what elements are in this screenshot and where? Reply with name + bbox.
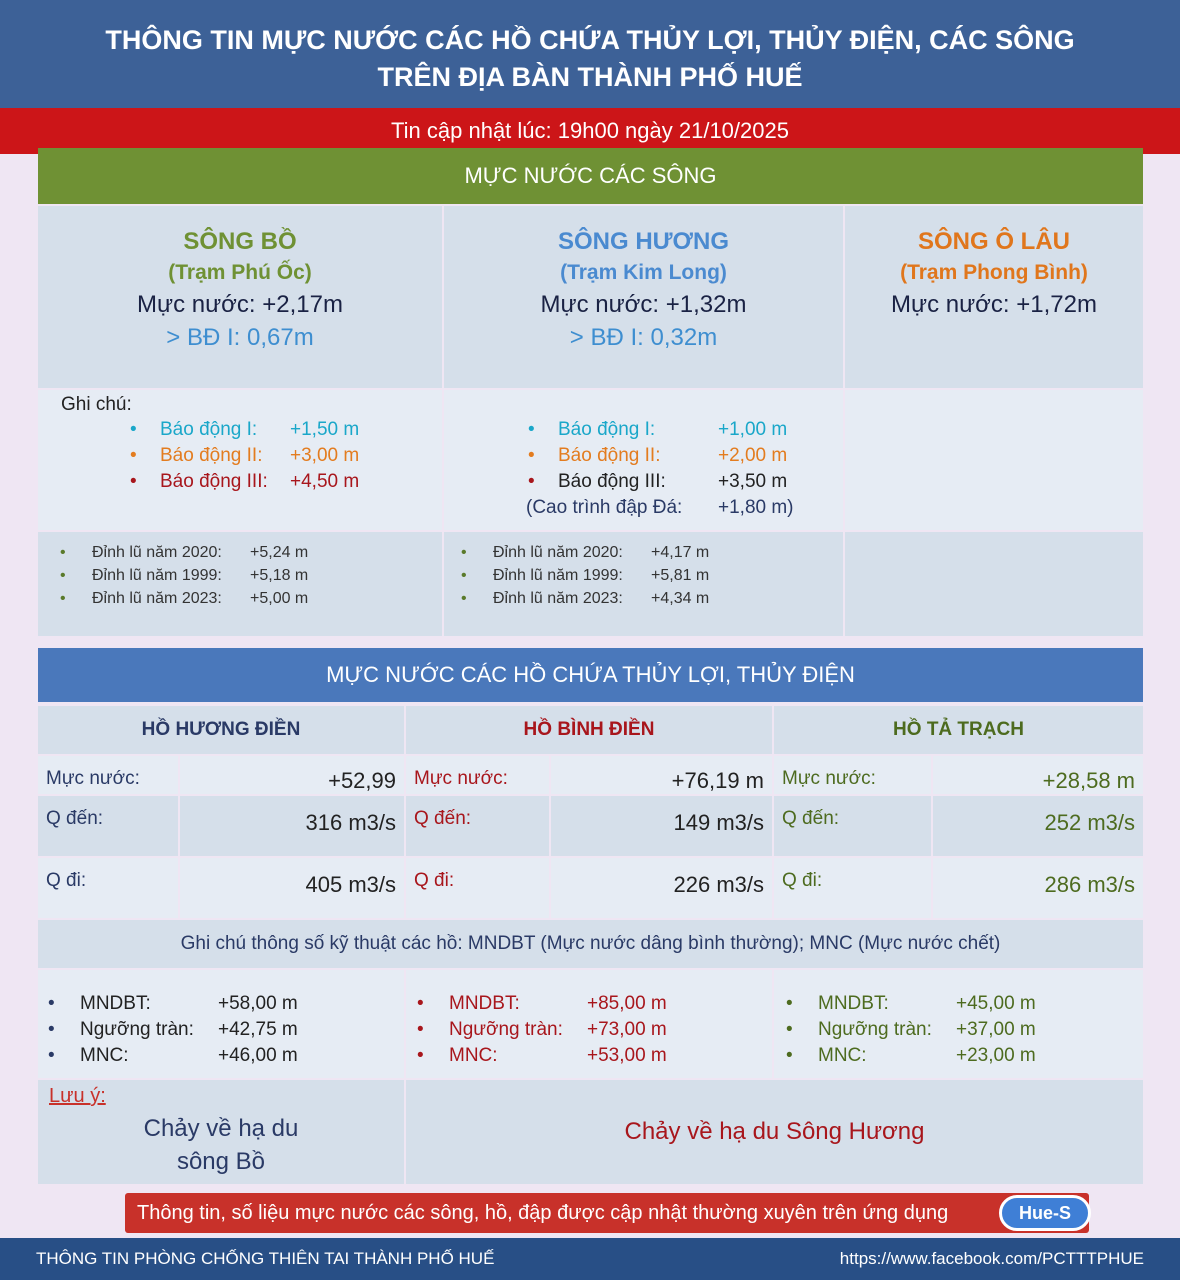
label-level: Mực nước: bbox=[774, 756, 931, 794]
value-level-binh-dien: +76,19 m bbox=[551, 756, 772, 794]
river-station: (Trạm Kim Long) bbox=[560, 261, 727, 284]
river-level: Mực nước: +1,32m bbox=[540, 291, 747, 318]
label-outflow: Q đi: bbox=[774, 858, 931, 918]
alarm-level-3: • Báo động III: +3,50 m bbox=[528, 471, 788, 492]
alarm-level-2: • Báo động II: +2,00 m bbox=[528, 445, 788, 466]
lake-name-huong-dien: HỒ HƯƠNG ĐIỀN bbox=[38, 706, 404, 754]
lakes-section-title: MỰC NƯỚC CÁC HỒ CHỨA THỦY LỢI, THỦY ĐIỆN bbox=[38, 648, 1143, 702]
facebook-link[interactable]: https://www.facebook.com/PCTTTPHUE bbox=[839, 1249, 1144, 1268]
title-line-1: THÔNG TIN MỰC NƯỚC CÁC HỒ CHỨA THỦY LỢI, THỦY ĐIỆN, CÁC SÔNG bbox=[105, 25, 1075, 55]
note-label: Ghi chú: bbox=[61, 394, 132, 415]
spec-item: • Ngưỡng tràn: +37,00 m bbox=[786, 1019, 1036, 1040]
river-name: SÔNG Ô LÂU bbox=[917, 228, 1070, 255]
value-level-ta-trach: +28,58 m bbox=[933, 756, 1143, 794]
spec-item: • Ngưỡng tràn: +42,75 m bbox=[48, 1019, 298, 1040]
river-station: (Trạm Phú Ốc) bbox=[168, 261, 312, 284]
value-outflow-ta-trach: 286 m3/s bbox=[933, 858, 1143, 918]
river-alarm-diff: > BĐ I: 0,32m bbox=[569, 324, 718, 351]
alarm-notes-song-huong bbox=[444, 390, 843, 530]
flood-peak-item: • Đỉnh lũ năm 2023: +4,34 m bbox=[461, 590, 710, 607]
alarm-level-1: • Báo động I: +1,50 m bbox=[130, 419, 360, 440]
specs-huong-dien bbox=[38, 970, 404, 1078]
label-level: Mực nước: bbox=[406, 756, 549, 794]
flood-peaks-song-huong bbox=[444, 532, 843, 636]
app-info-text: Thông tin, số liệu mực nước các sông, hồ, đập được cập nhật thường xuyên trên ứng dụng bbox=[137, 1202, 949, 1224]
rivers-section-title: MỰC NƯỚC CÁC SÔNG bbox=[38, 148, 1143, 204]
river-alarm-diff: > BĐ I: 0,67m bbox=[166, 324, 314, 351]
hue-s-app-badge[interactable]: Hue-S bbox=[999, 1195, 1091, 1231]
river-card-song-o-lau bbox=[845, 206, 1143, 388]
spec-item: • MNDBT: +58,00 m bbox=[48, 993, 298, 1014]
flow-note-right: Chảy về hạ du Sông Hương bbox=[406, 1080, 1143, 1184]
value-inflow-binh-dien: 149 m3/s bbox=[551, 796, 772, 856]
label-inflow: Q đến: bbox=[406, 796, 549, 856]
value-inflow-huong-dien: 316 m3/s bbox=[180, 796, 404, 856]
river-card-song-huong bbox=[444, 206, 843, 388]
page-title bbox=[0, 0, 1180, 108]
flood-peak-item: • Đỉnh lũ năm 2023: +5,00 m bbox=[60, 590, 309, 607]
label-inflow: Q đến: bbox=[774, 796, 931, 856]
flood-peak-item: • Đỉnh lũ năm 2020: +4,17 m bbox=[461, 544, 710, 561]
alarm-level-3: • Báo động III: +4,50 m bbox=[130, 471, 360, 492]
river-station: (Trạm Phong Bình) bbox=[900, 261, 1088, 284]
update-time-bar: Tin cập nhật lúc: 19h00 ngày 21/10/2025 bbox=[0, 108, 1180, 154]
alarm-notes-song-bo bbox=[38, 390, 442, 530]
flow-left-line-1: Chảy về hạ du bbox=[143, 1115, 299, 1142]
flow-left-line-2: sông Bồ bbox=[176, 1148, 266, 1175]
lake-name-ta-trach: HỒ TẢ TRẠCH bbox=[774, 706, 1143, 754]
value-level-huong-dien: +52,99 bbox=[180, 756, 404, 794]
dam-elevation-note: (Cao trình đập Đá: +1,80 m) bbox=[526, 497, 794, 518]
label-inflow: Q đến: bbox=[38, 796, 178, 856]
bottom-bar bbox=[0, 1238, 1180, 1280]
spec-item: • MNDBT: +45,00 m bbox=[786, 993, 1036, 1014]
specs-ta-trach bbox=[774, 970, 1143, 1078]
lake-name-binh-dien: HỒ BÌNH ĐIỀN bbox=[406, 706, 772, 754]
flood-peak-item: • Đỉnh lũ năm 1999: +5,18 m bbox=[60, 567, 309, 584]
organization-name: THÔNG TIN PHÒNG CHỐNG THIÊN TAI THÀNH PHỐ HUẾ bbox=[36, 1249, 495, 1268]
value-outflow-huong-dien: 405 m3/s bbox=[180, 858, 404, 918]
app-info-banner bbox=[125, 1193, 1089, 1233]
spec-item: • MNDBT: +85,00 m bbox=[417, 993, 667, 1014]
value-inflow-ta-trach: 252 m3/s bbox=[933, 796, 1143, 856]
river-name: SÔNG HƯƠNG bbox=[557, 228, 730, 255]
river-card-song-bo bbox=[38, 206, 442, 388]
flood-peaks-empty bbox=[845, 532, 1143, 636]
label-outflow: Q đi: bbox=[406, 858, 549, 918]
spec-item: • MNC: +53,00 m bbox=[417, 1045, 667, 1066]
flow-note-left bbox=[38, 1080, 404, 1184]
spec-item: • MNC: +46,00 m bbox=[48, 1045, 298, 1066]
flood-peak-item: • Đỉnh lũ năm 2020: +5,24 m bbox=[60, 544, 309, 561]
value-outflow-binh-dien: 226 m3/s bbox=[551, 858, 772, 918]
flood-peak-item: • Đỉnh lũ năm 1999: +5,81 m bbox=[461, 567, 710, 584]
spec-item: • MNC: +23,00 m bbox=[786, 1045, 1036, 1066]
label-outflow: Q đi: bbox=[38, 858, 178, 918]
label-level: Mực nước: bbox=[38, 756, 178, 794]
river-level: Mực nước: +1,72m bbox=[891, 291, 1097, 318]
tech-specs-note: Ghi chú thông số kỹ thuật các hồ: MNDBT (Mực nước dâng bình thường); MNC (Mực nước chết) bbox=[38, 920, 1143, 968]
river-level: Mực nước: +2,17m bbox=[137, 291, 343, 318]
title-line-2: TRÊN ĐỊA BÀN THÀNH PHỐ HUẾ bbox=[377, 62, 803, 92]
flood-peaks-song-bo bbox=[38, 532, 442, 636]
specs-binh-dien bbox=[406, 970, 772, 1078]
alarm-level-1: • Báo động I: +1,00 m bbox=[528, 419, 788, 440]
river-name: SÔNG BỒ bbox=[183, 228, 297, 255]
note-label: Lưu ý: bbox=[49, 1085, 106, 1107]
alarm-notes-empty bbox=[845, 390, 1143, 530]
spec-item: • Ngưỡng tràn: +73,00 m bbox=[417, 1019, 667, 1040]
alarm-level-2: • Báo động II: +3,00 m bbox=[130, 445, 360, 466]
